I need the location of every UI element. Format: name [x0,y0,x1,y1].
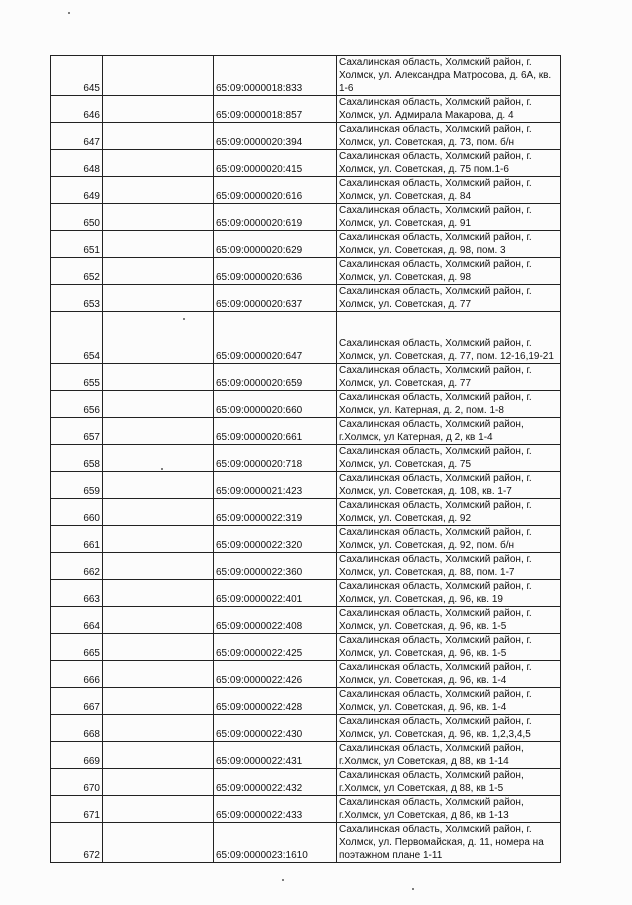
cadastral-number: 65:09:0000022:431 [214,742,337,769]
row-number: 646 [51,96,103,123]
row-number: 647 [51,123,103,150]
cadastral-number: 65:09:0000021:423 [214,472,337,499]
table-row [51,312,561,364]
empty-cell [103,204,214,231]
address-cell: Сахалинская область, Холмский район, г. Холмск, ул. Советская, д. 96, кв. 1-4 [337,661,561,688]
row-number: 658 [51,445,103,472]
address-cell: Сахалинская область, Холмский район, г. Холмск, ул. Советская, д. 96, кв. 1-5 [337,607,561,634]
table-row [51,231,561,258]
address-cell: Сахалинская область, Холмский район, г. Холмск, ул. Советская, д. 96, кв. 1-4 [337,688,561,715]
cadastral-number: 65:09:0000020:629 [214,231,337,258]
cadastral-number: 65:09:0000020:616 [214,177,337,204]
empty-cell [103,472,214,499]
table-row [51,796,561,823]
cadastral-number: 65:09:0000022:428 [214,688,337,715]
table-row [51,823,561,863]
empty-cell [103,769,214,796]
cadastral-number: 65:09:0000018:857 [214,96,337,123]
cadastral-number: 65:09:0000020:394 [214,123,337,150]
address-cell: Сахалинская область, Холмский район, г. Холмск, ул. Советская, д. 84 [337,177,561,204]
table-row [51,204,561,231]
cadastral-number: 65:09:0000020:637 [214,285,337,312]
empty-cell [103,391,214,418]
row-number: 663 [51,580,103,607]
row-number: 648 [51,150,103,177]
empty-cell [103,177,214,204]
cadastral-number: 65:09:0000020:660 [214,391,337,418]
address-cell: Сахалинская область, Холмский район, г. Холмск, ул. Советская, д. 88, пом. 1-7 [337,553,561,580]
table-row [51,391,561,418]
table-row [51,634,561,661]
empty-cell [103,823,214,863]
empty-cell [103,688,214,715]
empty-cell [103,96,214,123]
address-cell: Сахалинская область, Холмский район, г. Холмск, ул. Советская, д. 77, пом. 12-16,19-21 [337,312,561,364]
address-cell: Сахалинская область, Холмский район, г. Холмск, ул. Советская, д. 98, пом. 3 [337,231,561,258]
row-number: 649 [51,177,103,204]
address-cell: Сахалинская область, Холмский район, г.Холмск, ул Советская, д 86, кв 1-13 [337,796,561,823]
row-number: 661 [51,526,103,553]
cadastral-number: 65:09:0000022:432 [214,769,337,796]
cadastral-number: 65:09:0000020:647 [214,312,337,364]
cadastral-number: 65:09:0000022:401 [214,580,337,607]
address-cell: Сахалинская область, Холмский район, г. Холмск, ул. Советская, д. 92, пом. б/н [337,526,561,553]
row-number: 656 [51,391,103,418]
row-number: 669 [51,742,103,769]
address-cell: Сахалинская область, Холмский район, г.Холмск, ул Катерная, д 2, кв 1-4 [337,418,561,445]
row-number: 654 [51,312,103,364]
table-row [51,177,561,204]
row-number: 668 [51,715,103,742]
table-row [51,150,561,177]
cadastral-number: 65:09:0000022:425 [214,634,337,661]
row-number: 671 [51,796,103,823]
cadastral-number: 65:09:0000022:319 [214,499,337,526]
row-number: 660 [51,499,103,526]
row-number: 645 [51,56,103,96]
table-row [51,445,561,472]
empty-cell [103,150,214,177]
table-row [51,580,561,607]
address-cell: Сахалинская область, Холмский район, г. Холмск, ул. Советская, д. 77 [337,285,561,312]
empty-cell [103,580,214,607]
address-cell: Сахалинская область, Холмский район, г. Холмск, ул. Советская, д. 75 [337,445,561,472]
address-cell: Сахалинская область, Холмский район, г. Холмск, ул. Советская, д. 98 [337,258,561,285]
row-number: 667 [51,688,103,715]
address-cell: Сахалинская область, Холмский район, г. Холмск, ул. Советская, д. 92 [337,499,561,526]
row-number: 666 [51,661,103,688]
table-row [51,96,561,123]
cadastral-number: 65:09:0000022:430 [214,715,337,742]
address-cell: Сахалинская область, Холмский район, г. Холмск, ул. Адмирала Макарова, д. 4 [337,96,561,123]
empty-cell [103,418,214,445]
empty-cell [103,526,214,553]
table-row [51,688,561,715]
empty-cell [103,742,214,769]
table-row [51,526,561,553]
scan-speck [412,888,414,890]
row-number: 655 [51,364,103,391]
table-row [51,769,561,796]
table-row [51,607,561,634]
empty-cell [103,364,214,391]
table-row [51,123,561,150]
table-row [51,258,561,285]
row-number: 664 [51,607,103,634]
empty-cell [103,661,214,688]
empty-cell [103,231,214,258]
cadastral-number: 65:09:0000020:718 [214,445,337,472]
empty-cell [103,553,214,580]
cadastral-number: 65:09:0000020:661 [214,418,337,445]
row-number: 665 [51,634,103,661]
scan-speck [68,12,70,14]
empty-cell [103,607,214,634]
cadastral-number: 65:09:0000020:636 [214,258,337,285]
row-number: 670 [51,769,103,796]
row-number: 659 [51,472,103,499]
empty-cell [103,285,214,312]
address-cell: Сахалинская область, Холмский район, г. Холмск, ул. Советская, д. 75 пом.1-6 [337,150,561,177]
address-cell: Сахалинская область, Холмский район, г. Холмск, ул. Советская, д. 91 [337,204,561,231]
cadastral-number: 65:09:0000022:426 [214,661,337,688]
address-cell: Сахалинская область, Холмский район, г. Холмск, ул. Александра Матросова, д. 6А, кв. 1-6 [337,56,561,96]
cadastral-number: 65:09:0000022:408 [214,607,337,634]
cadastral-number: 65:09:0000020:659 [214,364,337,391]
table-row [51,661,561,688]
row-number: 672 [51,823,103,863]
row-number: 653 [51,285,103,312]
cadastral-number: 65:09:0000020:415 [214,150,337,177]
row-number: 651 [51,231,103,258]
row-number: 657 [51,418,103,445]
empty-cell [103,634,214,661]
address-cell: Сахалинская область, Холмский район, г. Холмск, ул. Советская, д. 77 [337,364,561,391]
empty-cell [103,56,214,96]
cadastral-number: 65:09:0000022:320 [214,526,337,553]
row-number: 662 [51,553,103,580]
address-cell: Сахалинская область, Холмский район, г. Холмск, ул. Советская, д. 108, кв. 1-7 [337,472,561,499]
address-cell: Сахалинская область, Холмский район, г. Холмск, ул. Советская, д. 73, пом. б/н [337,123,561,150]
row-number: 650 [51,204,103,231]
address-cell: Сахалинская область, Холмский район, г.Холмск, ул Советская, д 88, кв 1-14 [337,742,561,769]
register-table [50,55,561,863]
table-row [51,499,561,526]
address-cell: Сахалинская область, Холмский район, г. Холмск, ул. Советская, д. 96, кв. 1,2,3,4,5 [337,715,561,742]
table-row [51,742,561,769]
cadastral-number: 65:09:0000020:619 [214,204,337,231]
cadastral-number: 65:09:0000018:833 [214,56,337,96]
cadastral-number: 65:09:0000023:1610 [214,823,337,863]
address-cell: Сахалинская область, Холмский район, г. Холмск, ул. Советская, д. 96, кв. 19 [337,580,561,607]
table-row [51,715,561,742]
cadastral-number: 65:09:0000022:360 [214,553,337,580]
address-cell: Сахалинская область, Холмский район, г. Холмск, ул. Катерная, д. 2, пом. 1-8 [337,391,561,418]
empty-cell [103,796,214,823]
scan-speck [282,879,284,881]
empty-cell [103,123,214,150]
table-row [51,56,561,96]
table-row [51,472,561,499]
table-row [51,418,561,445]
table-row [51,553,561,580]
address-cell: Сахалинская область, Холмский район, г. Холмск, ул. Первомайская, д. 11, номера на поэтажном плане 1-11 [337,823,561,863]
row-number: 652 [51,258,103,285]
empty-cell [103,312,214,364]
table-row [51,364,561,391]
address-cell: Сахалинская область, Холмский район, г.Холмск, ул Советская, д 88, кв 1-5 [337,769,561,796]
empty-cell [103,499,214,526]
cadastral-number: 65:09:0000022:433 [214,796,337,823]
empty-cell [103,715,214,742]
empty-cell [103,258,214,285]
table-row [51,285,561,312]
address-cell: Сахалинская область, Холмский район, г. Холмск, ул. Советская, д. 96, кв. 1-5 [337,634,561,661]
empty-cell [103,445,214,472]
